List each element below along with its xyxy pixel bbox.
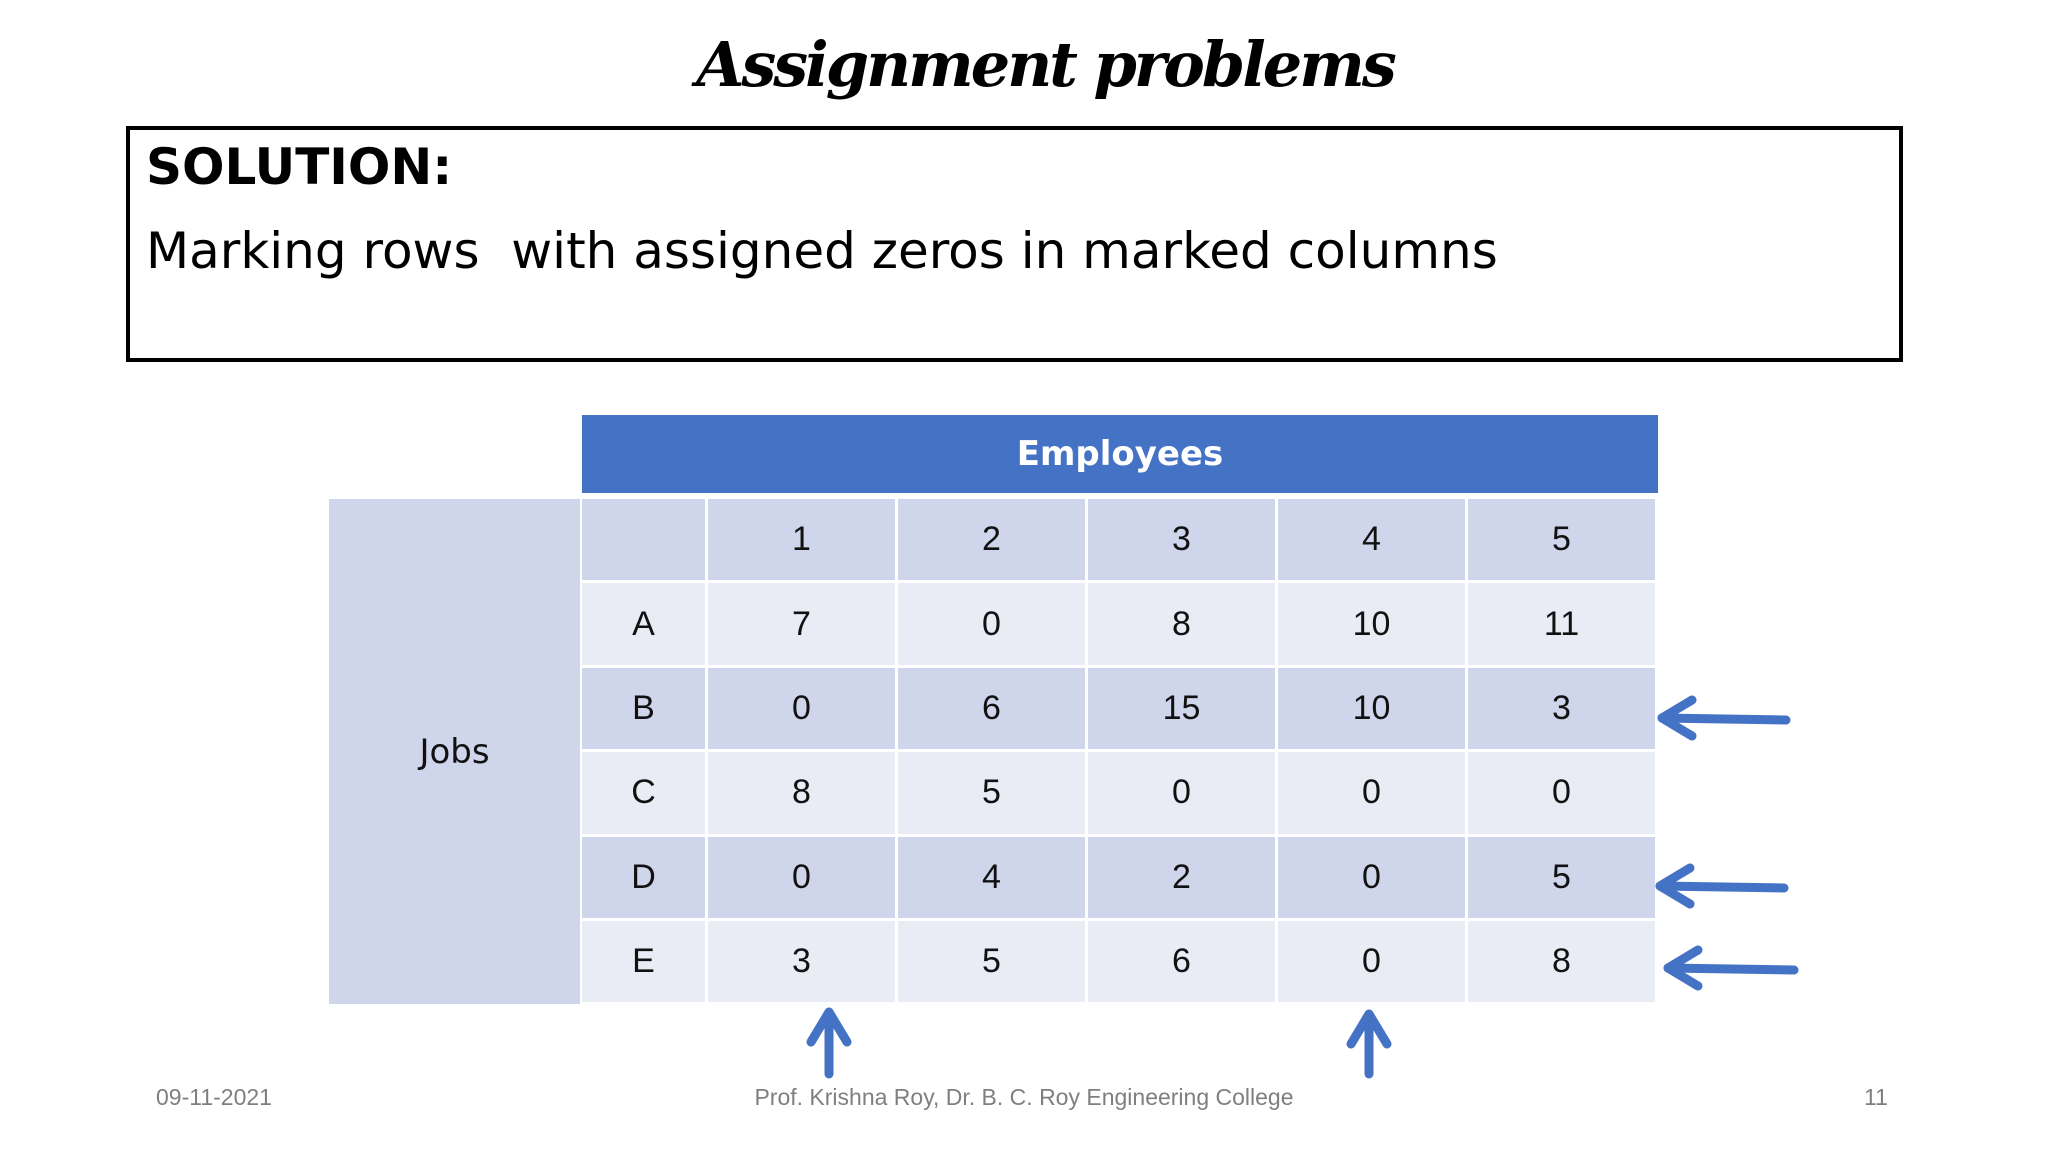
cell-a-5: 11 (1468, 583, 1655, 664)
footer-author: Prof. Krishna Roy, Dr. B. C. Roy Engineering College (754, 1084, 1294, 1110)
cell-c-1: 8 (708, 752, 895, 833)
row-label-c: C (582, 752, 705, 833)
cell-d-4: 0 (1278, 837, 1465, 918)
column-mark-arrow-1 (811, 1012, 847, 1074)
cell-b-1: 0 (708, 668, 895, 749)
footer-date: 09-11-2021 (156, 1084, 272, 1110)
cell-c-4: 0 (1278, 752, 1465, 833)
cell-b-2: 6 (898, 668, 1085, 749)
solution-heading: SOLUTION: (146, 138, 453, 196)
row-label-d: D (582, 837, 705, 918)
cell-a-2: 0 (898, 583, 1085, 664)
row-label-a: A (582, 583, 705, 664)
footer-page-number: 11 (1864, 1084, 1888, 1110)
row-label-b: B (582, 668, 705, 749)
column-header-3: 3 (1088, 499, 1275, 580)
cell-d-3: 2 (1088, 837, 1275, 918)
cell-a-1: 7 (708, 583, 895, 664)
cell-a-3: 8 (1088, 583, 1275, 664)
cell-e-2: 5 (898, 921, 1085, 1002)
cell-e-4: 0 (1278, 921, 1465, 1002)
cell-b-3: 15 (1088, 668, 1275, 749)
column-header-5: 5 (1468, 499, 1655, 580)
row-mark-arrow-b (1662, 700, 1786, 736)
cell-c-2: 5 (898, 752, 1085, 833)
solution-text: Marking rows with assigned zeros in marked columns (146, 222, 1498, 280)
cell-e-1: 3 (708, 921, 895, 1002)
cell-b-5: 3 (1468, 668, 1655, 749)
row-mark-arrow-e (1668, 950, 1794, 986)
cell-d-1: 0 (708, 837, 895, 918)
column-header-1: 1 (708, 499, 895, 580)
cell-b-4: 10 (1278, 668, 1465, 749)
column-header-2: 2 (898, 499, 1085, 580)
slide-title: Assignment problems (696, 28, 1394, 101)
column-mark-arrow-4 (1351, 1014, 1387, 1074)
cell-c-3: 0 (1088, 752, 1275, 833)
jobs-label: Jobs (329, 499, 580, 1004)
cell-e-3: 6 (1088, 921, 1275, 1002)
cell-e-5: 8 (1468, 921, 1655, 1002)
cell-d-5: 5 (1468, 837, 1655, 918)
row-mark-arrow-d (1660, 868, 1784, 904)
employees-header: Employees (582, 415, 1658, 493)
cell-d-2: 4 (898, 837, 1085, 918)
column-header-4: 4 (1278, 499, 1465, 580)
row-label-e: E (582, 921, 705, 1002)
cell-c-5: 0 (1468, 752, 1655, 833)
cell-a-4: 10 (1278, 583, 1465, 664)
